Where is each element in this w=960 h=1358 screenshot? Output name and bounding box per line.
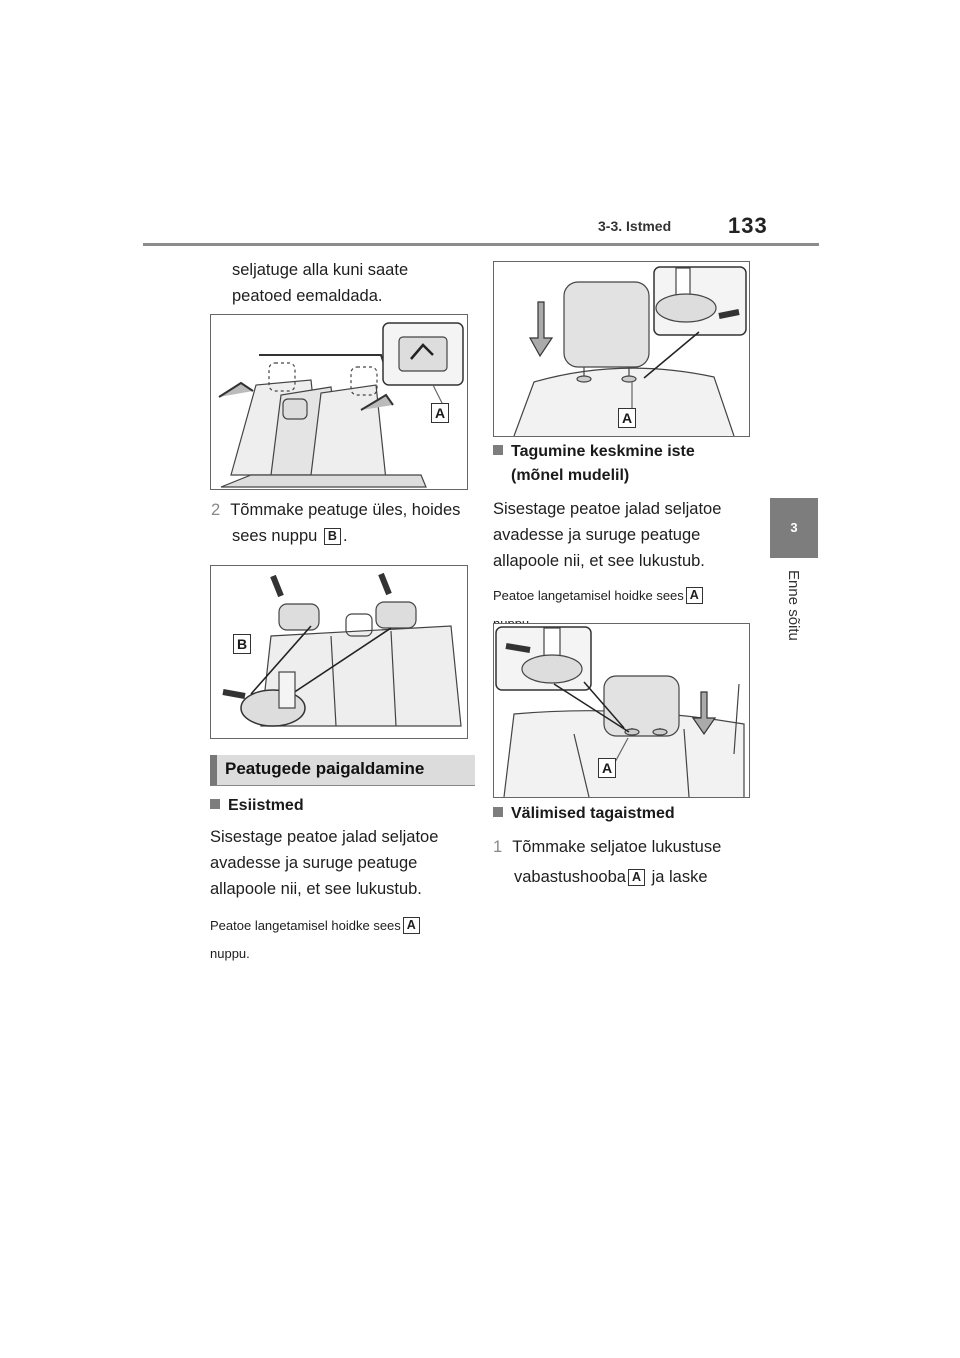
outer-seats-heading: Välimised tagaistmed — [511, 805, 675, 822]
badge-a: A — [686, 587, 703, 604]
section-heading: Peatugede paigaldamine — [225, 759, 425, 778]
front-seats-heading: Esiistmed — [228, 797, 304, 814]
square-bullet-icon — [493, 445, 503, 455]
step-1-line-2-end: ja laske — [651, 868, 708, 886]
intro-text — [232, 257, 408, 309]
step-2-line-2: sees nuppu — [232, 527, 318, 545]
front-note-text: Peatoe langetamisel hoidke sees — [210, 918, 401, 933]
step-1-line-2: vabastushooba — [514, 868, 626, 886]
chapter-tab: 3 — [770, 498, 818, 558]
punctuation: . — [342, 527, 348, 545]
section-heading-bar — [210, 755, 475, 786]
figure-label-a: A — [431, 403, 449, 423]
figure-center-headrest — [493, 261, 750, 437]
center-seat-heading-1: Tagumine keskmine iste — [511, 443, 695, 460]
step-1-line-1: Tõmmake seljatoe lukustuse — [512, 838, 722, 856]
front-p-line-2: avadesse ja suruge peatuge — [210, 854, 418, 872]
figure-headrest-remove — [210, 565, 468, 739]
step-number: 2 — [211, 501, 221, 519]
center-seat-heading-2: (mõnel mudelil) — [511, 467, 630, 484]
square-bullet-icon — [210, 799, 220, 809]
page-number: 133 — [728, 213, 768, 238]
header-divider — [143, 243, 819, 246]
center-p-line-1: Sisestage peatoe jalad seljatoe — [493, 500, 722, 518]
center-p-line-3: allapoole nii, et see lukustub. — [493, 552, 705, 570]
intro-line-1: seljatuge alla kuni saate — [232, 261, 409, 279]
center-seat-block — [493, 440, 721, 634]
front-note-end: nuppu. — [210, 946, 250, 961]
badge-a: A — [403, 917, 420, 934]
front-seats-block — [210, 794, 438, 964]
front-p-line-3: allapoole nii, et see lukustub. — [210, 880, 422, 898]
badge-b: B — [324, 528, 341, 545]
figure-outer-headrest — [493, 623, 750, 798]
outer-seats-block — [493, 802, 721, 890]
step-2 — [211, 497, 460, 549]
outer-headrest-illustration — [494, 624, 749, 797]
center-note-text: Peatoe langetamisel hoidke sees — [493, 588, 684, 603]
rear-seat-fold-illustration — [211, 315, 467, 489]
section-title: 3-3. Istmed — [598, 218, 672, 234]
figure-rear-seat-fold — [210, 314, 468, 490]
step-number: 1 — [493, 838, 503, 856]
square-bullet-icon — [493, 807, 503, 817]
figure-label-a: A — [618, 408, 636, 428]
front-p-line-1: Sisestage peatoe jalad seljatoe — [210, 828, 439, 846]
step-2-line-1: Tõmmake peatuge üles, hoides — [230, 501, 461, 519]
center-p-line-2: avadesse ja suruge peatuge — [493, 526, 701, 544]
chapter-label: Enne sõitu — [785, 570, 802, 641]
badge-a: A — [628, 869, 645, 886]
intro-line-2: peatoed eemaldada. — [232, 287, 383, 305]
figure-label-b: B — [233, 634, 251, 654]
figure-label-a: A — [598, 758, 616, 778]
